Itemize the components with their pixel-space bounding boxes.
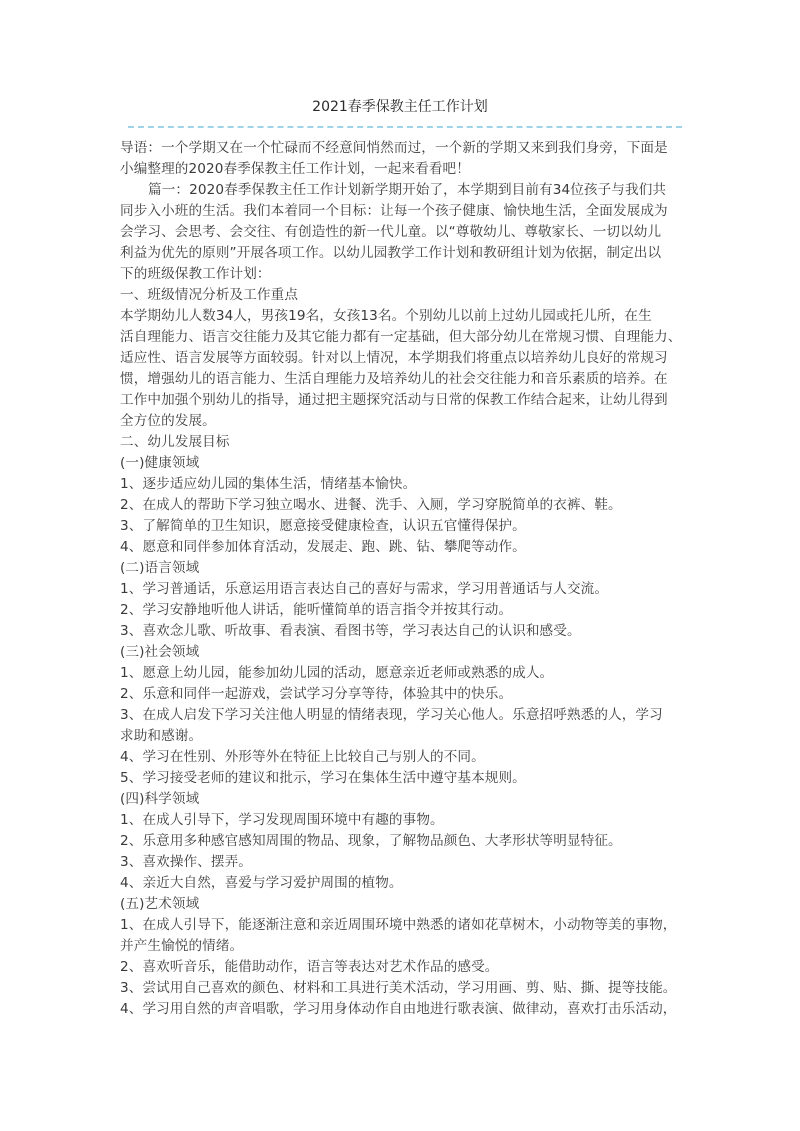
text-line: 下的班级保教工作计划： <box>120 266 271 282</box>
text-line: 1、在成人引导下，学习发现周围环境中有趣的事物。 <box>120 812 444 828</box>
text-line: (四)科学领域 <box>120 791 200 807</box>
text-line: 3、喜欢操作、摆弄。 <box>120 854 252 870</box>
text-line: 3、喜欢念儿歌、听故事、看表演、看图书等，学习表达自己的认识和感受。 <box>120 623 581 639</box>
text-line: 3、了解简单的卫生知识，愿意接受健康检查，认识五官懂得保护。 <box>120 518 526 534</box>
text-line: 二、幼儿发展目标 <box>120 434 230 450</box>
text-line: 2、学习安静地听他人讲话，能听懂简单的语言指令并按其行动。 <box>120 602 513 618</box>
text-line: 2、乐意和同伴一起游戏，尝试学习分享等待，体验其中的快乐。 <box>120 686 513 702</box>
text-line: 1、愿意上幼儿园，能参加幼儿园的活动，愿意亲近老师或熟悉的成人。 <box>120 665 554 681</box>
text-line: 本学期幼儿人数34人，男孩19名，女孩13名。个别幼儿以前上过幼儿园或托儿所，在生 <box>120 308 652 324</box>
text-line: 活自理能力、语言交往能力及其它能力都有一定基础，但大部分幼儿在常规习惯、自理能力、 <box>120 329 682 345</box>
text-line: 会学习、会思考、会交往、有创造性的新一代儿童。以“尊敬幼儿、尊敬家长、一切以幼儿 <box>120 224 662 240</box>
text-line: 一、班级情况分析及工作重点 <box>120 287 299 303</box>
text-line: 3、在成人启发下学习关注他人明显的情绪表现，学习关心他人。乐意招呼熟悉的人，学习 <box>120 707 663 723</box>
text-line: 4、愿意和同伴参加体育活动，发展走、跑、跳、钻、攀爬等动作。 <box>120 539 526 555</box>
text-line: 5、学习接受老师的建议和批示，学习在集体生活中遵守基本规则。 <box>120 770 526 786</box>
text-line: 3、尝试用自己喜欢的颜色、材料和工具进行美术活动，学习用画、剪、贴、撕、提等技能。 <box>120 980 677 996</box>
text-line: 1、逐步适应幼儿园的集体生活，情绪基本愉快。 <box>120 476 417 492</box>
text-line: 1、在成人引导下，能逐渐注意和亲近周围环境中熟悉的诸如花草树木，小动物等美的事物， <box>120 917 677 933</box>
document-body <box>120 138 686 1020</box>
text-line: 惯，增强幼儿的语言能力、生活自理能力及培养幼儿的社会交往能力和音乐素质的培养。在 <box>120 371 668 387</box>
text-line: 4、学习在性别、外形等外在特征上比较自己与别人的不同。 <box>120 749 485 765</box>
text-line: 工作中加强个别幼儿的指导，通过把主题探究活动与日常的保教工作结合起来，让幼儿得到 <box>120 392 668 408</box>
text-line: 4、亲近大自然，喜爱与学习爱护周围的植物。 <box>120 875 403 891</box>
text-line: 2、在成人的帮助下学习独立喝水、进餐、洗手、入厕，学习穿脱简单的衣裤、鞋。 <box>120 497 622 513</box>
text-line: 导语：一个学期又在一个忙碌而不经意间悄然而过，一个新的学期又来到我们身旁，下面是 <box>120 140 668 156</box>
text-line: (一)健康领域 <box>120 455 200 471</box>
text-line: (五)艺术领域 <box>120 896 200 912</box>
text-line: 同步入小班的生活。我们本着同一个目标：让每一个孩子健康、愉快地生活，全面发展成为 <box>120 203 668 219</box>
document-title: 2021春季保教主任工作计划 <box>312 99 488 115</box>
text-line: 2、喜欢听音乐，能借助动作，语言等表达对艺术作品的感受。 <box>120 959 499 975</box>
text-line: 适应性、语言发展等方面较弱。针对以上情况，本学期我们将重点以培养幼儿良好的常规习 <box>120 350 668 366</box>
text-line: 2、乐意用多种感官感知周围的物品、现象，了解物品颜色、大孝形状等明显特征。 <box>120 833 622 849</box>
text-line: (二)语言领域 <box>120 560 200 576</box>
text-line: 小编整理的2020春季保教主任工作计划，一起来看看吧！ <box>120 161 470 177</box>
text-line: 利益为优先的原则”开展各项工作。以幼儿园教学工作计划和教研组计划为依据，制定出以 <box>120 245 662 261</box>
title-divider <box>128 126 682 128</box>
text-line: 篇一：2020春季保教主任工作计划新学期开始了，本学期到目前有34位孩子与我们共 <box>148 182 667 198</box>
text-line: 1、学习普通话，乐意运用语言表达自己的喜好与需求，学习用普通话与人交流。 <box>120 581 609 597</box>
text-line: (三)社会领域 <box>120 644 200 660</box>
text-line: 求助和感谢。 <box>120 728 203 744</box>
text-line: 全方位的发展。 <box>120 413 216 429</box>
text-line: 并产生愉悦的情绪。 <box>120 938 244 954</box>
text-line: 4、学习用自然的声音唱歌，学习用身体动作自由地进行歌表演、做律动，喜欢打击乐活动， <box>120 1001 677 1017</box>
